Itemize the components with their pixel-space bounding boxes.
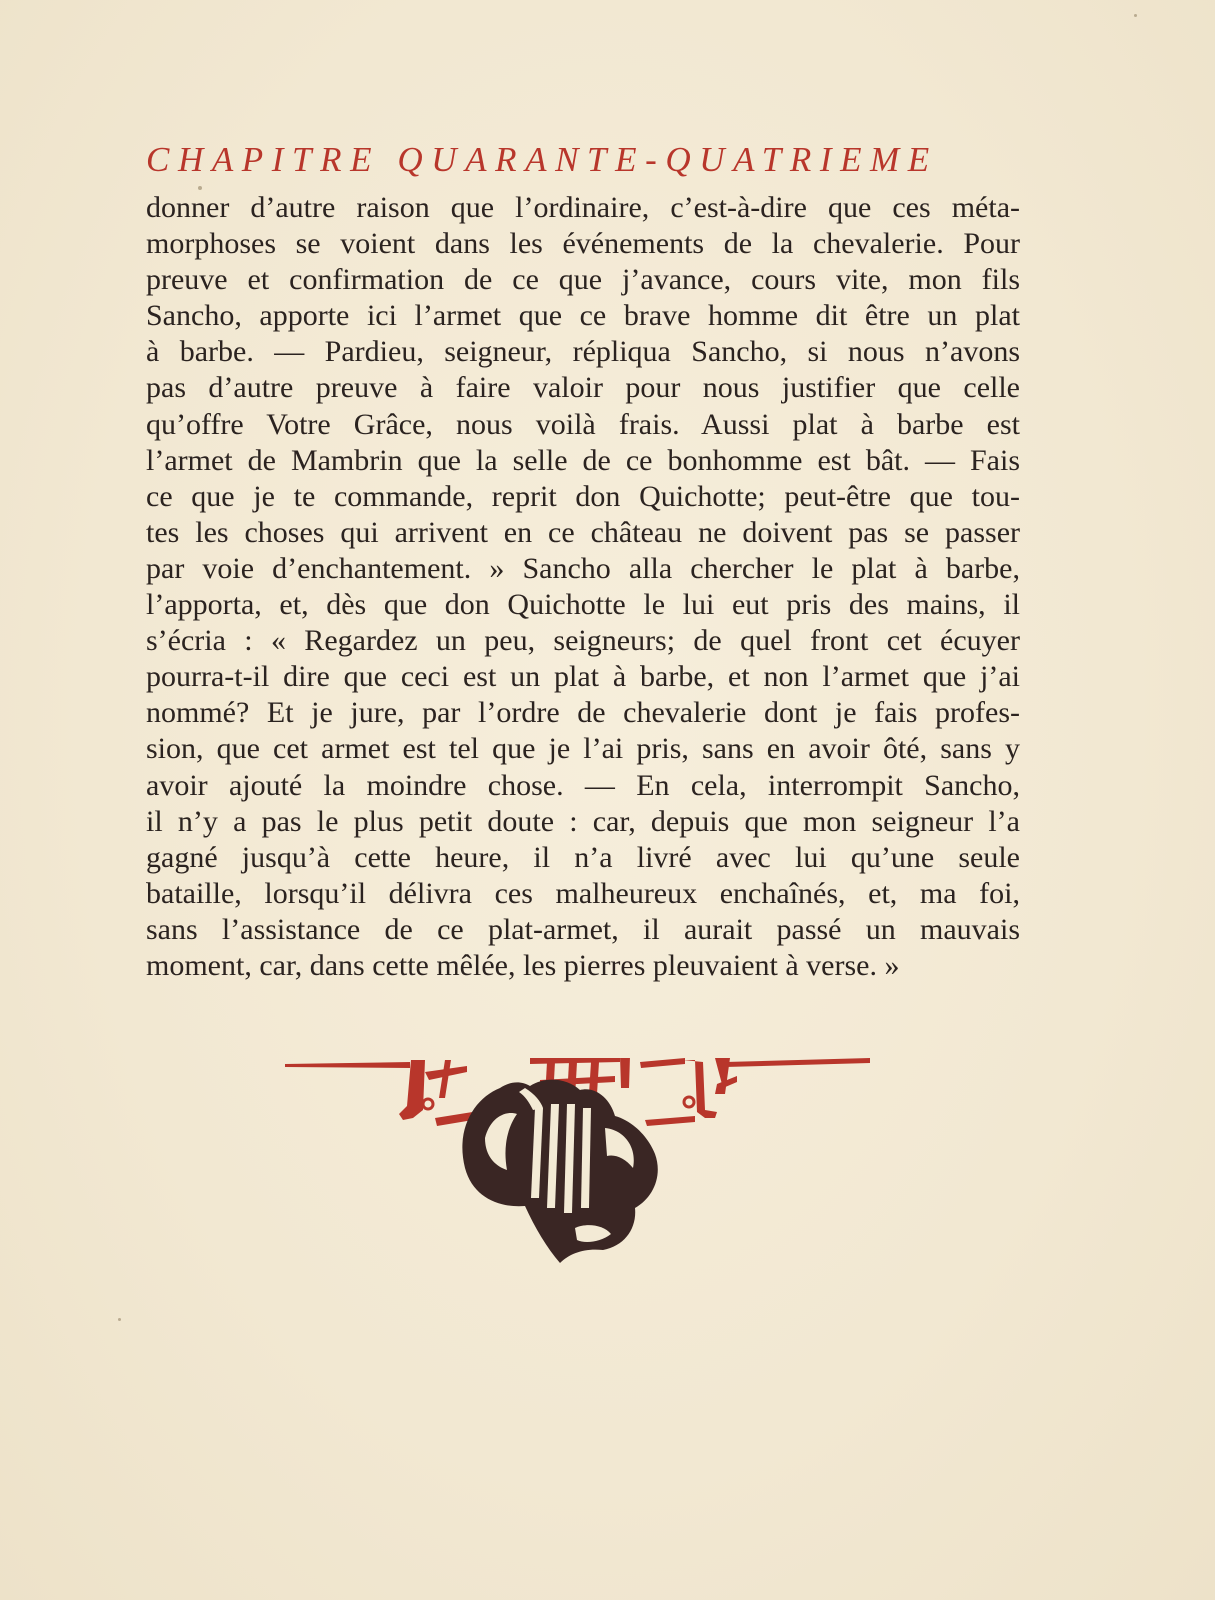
text-line: s’écria : « Regardez un peu, seigneurs; de quel front cet écuyer bbox=[146, 624, 1020, 658]
text-line: par voie d’enchantement. » Sancho alla chercher le plat à barbe, bbox=[146, 551, 1020, 585]
text-line: moment, car, dans cette mêlée, les pierres pleuvaient à verse. » bbox=[146, 948, 900, 982]
text-line: l’armet de Mambrin que la selle de ce bonhomme est bât. — Fais bbox=[146, 443, 1020, 477]
saddle-vignette-icon bbox=[285, 1058, 870, 1288]
text-line: sion, que cet armet est tel que je l’ai pris, sans en avoir ôté, sans y bbox=[146, 732, 1020, 766]
text-line: morphoses se voient dans les événements de la chevalerie. Pour bbox=[146, 227, 1020, 261]
paper-speck bbox=[1134, 14, 1137, 17]
paper-speck bbox=[118, 1318, 121, 1321]
text-line: tes les choses qui arrivent en ce château ne doivent pas se passer bbox=[146, 515, 1020, 549]
text-line: avoir ajouté la moindre chose. — En cela, interrompit Sancho, bbox=[146, 768, 1020, 802]
chapter-heading: CHAPITRE QUARANTE-QUATRIEME bbox=[146, 140, 938, 179]
text-line: l’apporta, et, dès que don Quichotte le lui eut pris des mains, il bbox=[146, 588, 1020, 622]
text-line: sans l’assistance de ce plat-armet, il aurait passé un mauvais bbox=[146, 912, 1020, 946]
text-line: ce que je te commande, reprit don Quichotte; peut-être que tou- bbox=[146, 479, 1020, 513]
text-line: nommé? Et je jure, par l’ordre de chevalerie dont je fais profes- bbox=[146, 696, 1020, 730]
paper-speck bbox=[198, 186, 202, 190]
text-line: pourra-t-il dire que ceci est un plat à barbe, et non l’armet que j’ai bbox=[146, 660, 1020, 694]
text-line: Sancho, apporte ici l’armet que ce brave homme dit être un plat bbox=[146, 299, 1020, 333]
text-line: preuve et confirmation de ce que j’avance, cours vite, mon fils bbox=[146, 263, 1020, 297]
text-line: donner d’autre raison que l’ordinaire, c’est-à-dire que ces méta- bbox=[146, 191, 1020, 224]
text-line: à barbe. — Pardieu, seigneur, répliqua Sancho, si nous n’avons bbox=[146, 335, 1020, 369]
body-text bbox=[146, 190, 1020, 984]
text-line: bataille, lorsqu’il délivra ces malheureux enchaînés, et, ma foi, bbox=[146, 876, 1020, 910]
text-line: qu’offre Votre Grâce, nous voilà frais. Aussi plat à barbe est bbox=[146, 407, 1020, 441]
text-line: il n’y a pas le plus petit doute : car, depuis que mon seigneur l’a bbox=[146, 804, 1020, 838]
text-line: pas d’autre preuve à faire valoir pour nous justifier que celle bbox=[146, 371, 1020, 405]
text-line: gagné jusqu’à cette heure, il n’a livré avec lui qu’une seule bbox=[146, 840, 1020, 874]
